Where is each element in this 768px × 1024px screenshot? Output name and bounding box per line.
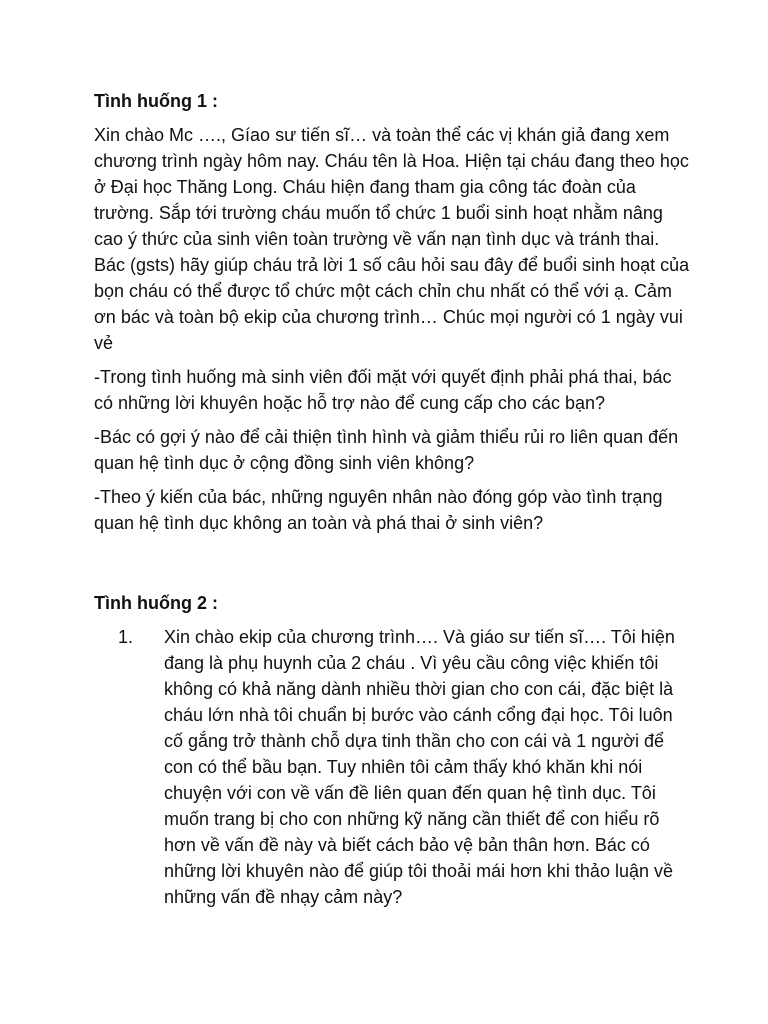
list-item [94, 624, 694, 910]
document-page [94, 88, 694, 910]
section-1-question-2: -Bác có gợi ý nào để cải thiện tình hình và giảm thiểu rủi ro liên quan đến quan hệ tình dục ở cộng đồng sinh viên không? [94, 427, 679, 473]
section-2-heading: Tình huống 2 : [94, 593, 218, 613]
section-2-list [94, 624, 694, 910]
list-item-text: Xin chào ekip của chương trình…. Và giáo sư tiến sĩ…. Tôi hiện đang là phụ huynh của 2 cháu . Vì yêu cầu công việc khiến tôi không có khả năng dành nhiều thời gian cho con cái, đặc biệt là cháu lớn nhà tôi chuẩn bị bước vào cánh cổng đại học. Tôi luôn cố gắng trở thành chỗ dựa tinh thần cho con cái và 1 người để con có thể bầu bạn. Tuy nhiên tôi cảm thấy khó khăn khi nói chuyện với con về vấn đề liên quan đến quan hệ tình dục. Tôi muốn trang bị cho con những kỹ năng cần thiết để con hiểu rõ hơn về vấn đề này và biết cách bảo vệ bản thân hơn. Bác có những lời khuyên nào để giúp tôi thoải mái hơn khi thảo luận về những vấn đề nhạy cảm này? [164, 627, 675, 907]
section-1-question-3: -Theo ý kiến của bác, những nguyên nhân nào đóng góp vào tình trạng quan hệ tình dục không an toàn và phá thai ở sinh viên? [94, 487, 663, 533]
section-1-question-1: -Trong tình huống mà sinh viên đối mặt với quyết định phải phá thai, bác có những lời khuyên hoặc hỗ trợ nào để cung cấp cho các bạn? [94, 367, 672, 413]
section-1-heading: Tình huống 1 : [94, 91, 218, 111]
list-item-number: 1. [118, 627, 134, 647]
section-1-intro: Xin chào Mc …., Gíao sư tiến sĩ… và toàn thể các vị khán giả đang xem chương trình ngày hôm nay. Cháu tên là Hoa. Hiện tại cháu đang theo học ở Đại học Thăng Long. Cháu hiện đang tham gia công tác đoàn của trường. Sắp tới trường cháu muốn tổ chức 1 buổi sinh hoạt nhằm nâng cao ý thức của sinh viên toàn trường về vấn nạn tình dục và tránh thai. Bác (gsts) hãy giúp cháu trả lời 1 số câu hỏi sau đây để buổi sinh hoạt của bọn cháu có thể được tổ chức một cách chỉn chu nhất có thể với ạ. Cảm ơn bác và toàn bộ ekip của chương trình… Chúc mọi người có 1 ngày vui vẻ [94, 125, 690, 353]
section-spacer [94, 544, 694, 590]
